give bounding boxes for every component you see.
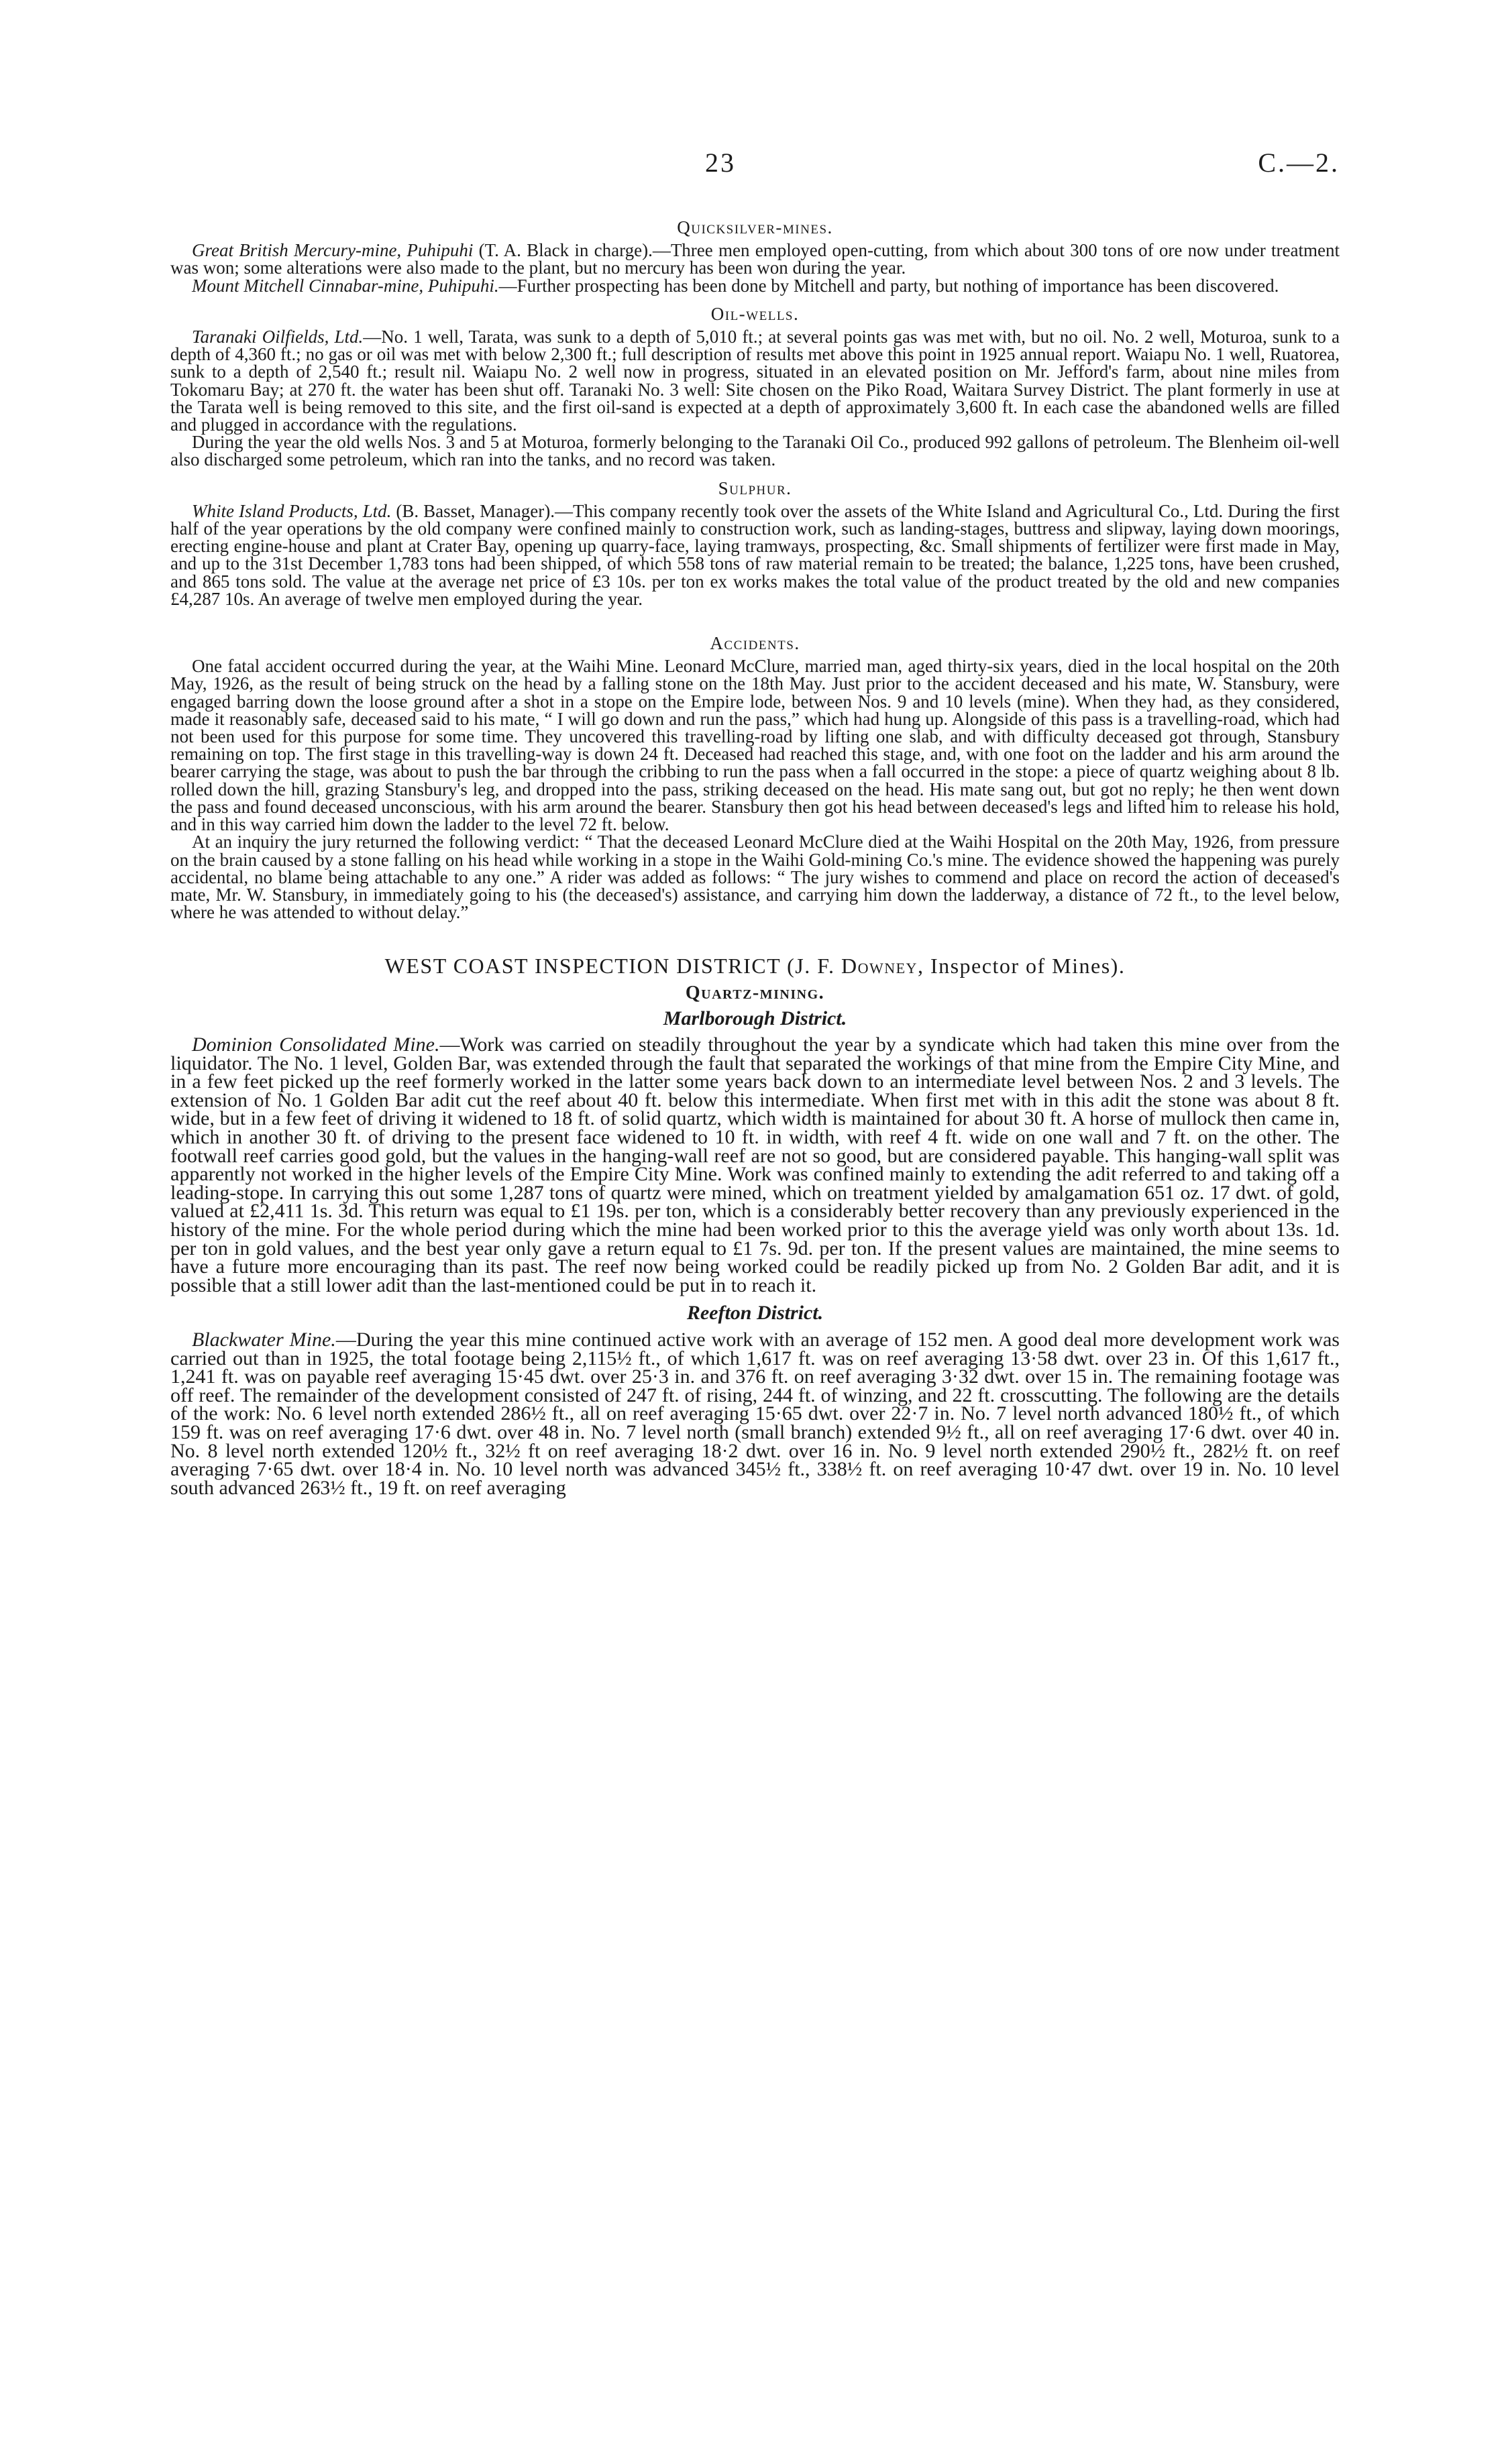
- district-name: WEST COAST INSPECTION DISTRICT: [384, 954, 781, 978]
- inspector-close: , Inspector of Mines).: [917, 954, 1126, 978]
- accidents-section: [170, 634, 1340, 921]
- paragraph: One fatal accident occurred during the year, at the Waihi Mine. Leonard McClure, married man, aged thirty-six years, died in the local hospital on the 20th May, 1926, as the result of being struck on the head by a falling stone on the 18th May. Just prior to the accident deceased and his mate, W. Stansbury, were engaged barring down the loose ground after a shot in a stope on the Empire lode, between Nos. 9 and 10 levels (mine). When they had, as they considered, made it reasonably safe, deceased said to his mate, “ I will go down and run the pass,” which had hung up. Alongside of this pass is a travelling-road, which had not been used for this purpose for some time. They uncovered this travelling-road by lifting one slab, and with difficulty deceased got through, Stansbury remaining on top. The first stage in this travelling-way is down 24 ft. Deceased had reached this stage, and, with one foot on the ladder and his arm around the bearer carrying the stage, was about to push the bar through the cribbing to run the pass when a fall occurred in the stope: a piece of quartz weighing about 8 lb. rolled down the hill, grazing Stansbury's leg, and dropped into the pass, striking deceased on the head. His mate sang out, but got no reply; he then went down the pass and found deceased unconscious, with his arm around the bearer. Stansbury then got his head between deceased's legs and lifted him to release his hold, and in this way carried him down the ladder to the level 72 ft. below.: [170, 656, 1340, 835]
- paragraph: [170, 241, 1340, 276]
- oil-wells-heading: Oil-wells.: [710, 303, 800, 324]
- sulphur-section: [170, 480, 1340, 608]
- marlborough-district-heading: Marlborough District.: [663, 1007, 847, 1029]
- company-name: Taranaki Oilfields, Ltd.: [192, 327, 364, 347]
- paragraph: At an inquiry the jury returned the following verdict: “ That the deceased Leonard McClure died at the Waihi Hospital on the 20th May, 1926, from pressure on the brain caused by a stone falling on his head while working in a stope in the Waihi Gold-mining Co.'s mine. The evidence showed the happening was purely accidental, no blame being attachable to any one.” A rider was added as follows: “ The jury wishes to commend and place on record the action of deceased's mate, Mr. W. Stansbury, in immediately going to his (the deceased's) assistance, and carrying him down the ladderway, a distance of 72 ft., to the level below, where he was attended to without delay.”: [170, 832, 1340, 923]
- paragraph: [170, 328, 1340, 433]
- paragraph: [170, 1331, 1340, 1497]
- sulphur-heading: Sulphur.: [718, 478, 792, 498]
- oil-wells-section: [170, 305, 1340, 469]
- paragraph-body: —Work was carried on steadily throughout the year by a syndicate which had taken this mine over from the liquidator. The No. 1 level, Golden Bar, was extended through the fault that separated the workings of that mine from the Empire City Mine, and in a few feet picked up the reef formerly worked in the latter some years back down to an intermediate level between Nos. 2 and 3 levels. The extension of No. 1 Golden Bar adit cut the reef about 40 ft. below this intermediate. When first met with in this adit the stone was about 8 ft. wide, but in a few feet of driving it widened to 18 ft. of solid quartz, which width is maintained for about 30 ft. A horse of mullock then came in, which in another 30 ft. of driving to the present face widened to 10 ft. in width, with reef 4 ft. wide on one wall and 7 ft. on the other. The footwall reef carries good gold, but the values in the hanging-wall reef are not so good, but are considered payable. This hanging-wall split was apparently not worked in the higher levels of the Empire City Mine. Work was confined mainly to extending the adit referred to and taking off a leading-stope. In carrying this out some 1,287 tons of quartz were mined, which on treatment yielded by amalgamation 651 oz. 17 dwt. of gold, valued at £2,411 1s. 3d. This return was equal to £1 19s. per ton, which is a considerably better recovery than any previously experienced in the history of the mine. For the whole period during which the mine had been worked prior to this the average yield was only worth about 13s. 1d. per ton in gold values, and the best year only gave a return equal to £1 7s. 9d. per ton. If the present values are maintained, the mine seems to have a future more encouraging than its past. The reef now being worked could be readily picked up from No. 2 Golden Bar adit, and it is possible that a still lower adit than the last-mentioned could be put in to reach it.: [170, 1033, 1340, 1296]
- inspector-name: Downey: [841, 954, 918, 978]
- accidents-heading: Accidents.: [710, 633, 800, 654]
- paragraph-body: —Further prospecting has been done by Mitchell and party, but nothing of importance has been discovered.: [498, 275, 1279, 296]
- company-name: White Island Products, Ltd.: [192, 500, 392, 521]
- quicksilver-heading: Quicksilver-mines.: [677, 217, 833, 237]
- mine-name: Dominion Consolidated Mine.: [192, 1033, 440, 1056]
- paragraph-body: (T. A. Black in charge).—Three men employed open-cutting, from which about 300 tons of ore now under treatment was won; some alterations were also made to the plant, but no mercury has been won during the year.: [170, 240, 1340, 278]
- mine-name: Great British Mercury-mine, Puhipuhi: [192, 240, 474, 261]
- paragraph: [170, 1035, 1340, 1294]
- running-header: [170, 148, 1340, 201]
- paragraph-body: —During the year this mine continued active work with an average of 152 men. A good deal more development work was carried out than in 1925, the total footage being 2,115½ ft., of which 1,617 ft. was on reef averaging 13·58 dwt. over 23 in. Of this 1,617 ft., 1,241 ft. was on payable reef averaging 15·45 dwt. over 25·3 in. and 376 ft. on reef averaging 3·32 dwt. over 15 in. The remaining footage was off reef. The remainder of the development consisted of 247 ft. of rising, 244 ft. of winzing, and 22 ft. crosscutting. The following are the details of the work: No. 6 level north extended 286½ ft., all on reef averaging 15·65 dwt. over 22·7 in. No. 7 level north advanced 180½ ft., of which 159 ft. was on reef averaging 17·6 dwt. over 48 in. No. 7 level north (small branch) extended 9½ ft., all on reef averaging 17·6 dwt. over 40 in. No. 8 level north extended 120½ ft., 32½ ft on reef averaging 18·2 dwt. over 16 in. No. 9 level north extended 290½ ft., 282½ ft. on reef averaging 7·65 dwt. over 18·4 in. No. 10 level north was advanced 345½ ft., 338½ ft. on reef averaging 10·47 dwt. over 19 in. No. 10 level south advanced 263½ ft., 19 ft. on reef averaging: [170, 1329, 1340, 1499]
- quicksilver-section: [170, 219, 1340, 294]
- paragraph-body: —No. 1 well, Tarata, was sunk to a depth of 5,010 ft.; at several points gas was met with, but no oil. No. 2 well, Moturoa, sunk to a depth of 4,360 ft.; no gas or oil was met with below 2,300 ft.; full description of results met above this point in 1925 annual report. Waiapu No. 1 well, Ruatorea, sunk to a depth of 2,540 ft.; result nil. Waiapu No. 2 well now in progress, situated in an elevated position on Mr. Jefford's farm, about nine miles from Tokomaru Bay; at 270 ft. the water has been shut off. Taranaki No. 3 well: Site chosen on the Piko Road, Waitara Survey District. The plant formerly in use at the Tarata well is being removed to this site, and the first oil-sand is expected at a depth of approximately 3,600 ft. In each case the abandoned wells are filled and plugged in accordance with the regulations.: [170, 327, 1340, 435]
- section-spacer: [170, 608, 1340, 624]
- mine-name: Blackwater Mine.: [192, 1329, 336, 1351]
- paragraph: [170, 277, 1340, 294]
- page-number: 23: [705, 148, 736, 178]
- document-reference: C.—2.: [1258, 148, 1340, 178]
- inspector-open: (J. F.: [780, 954, 841, 978]
- mine-name: Mount Mitchell Cinnabar-mine, Puhipuhi.: [192, 275, 499, 296]
- paragraph-body: (B. Basset, Manager).—This company recently took over the assets of the White Island and Agricultural Co., Ltd. During the first half of the year operations by the old company were confined mainly to construction work, such as landing-stages, buttress and slipway, laying down moorings, erecting engine-house and plant at Crater Bay, opening up quarry-face, laying tramways, prospecting, &c. Small shipments of fertilizer were first made in May, and up to the 31st December 1,783 tons had been shipped, of which 558 tons of raw material remain to be treated; the balance, 1,225 tons, have been crushed, and 865 tons sold. The value at the average net price of £3 10s. per ton ex works makes the total value of the product treated by the old and new companies £4,287 10s. An average of twelve men employed during the year.: [170, 500, 1340, 609]
- paragraph: [170, 502, 1340, 608]
- district-title: [170, 954, 1340, 978]
- reefton-district-heading: Reefton District.: [686, 1302, 824, 1325]
- west-coast-section: [170, 954, 1340, 1499]
- paragraph: During the year the old wells Nos. 3 and 5 at Moturoa, formerly belonging to the Taranaki Oil Co., produced 992 gallons of petroleum. The Blenheim oil-well also discharged some petroleum, which ran into the tanks, and no record was taken.: [170, 432, 1340, 470]
- quartz-mining-heading: Quartz-mining.: [685, 982, 825, 1003]
